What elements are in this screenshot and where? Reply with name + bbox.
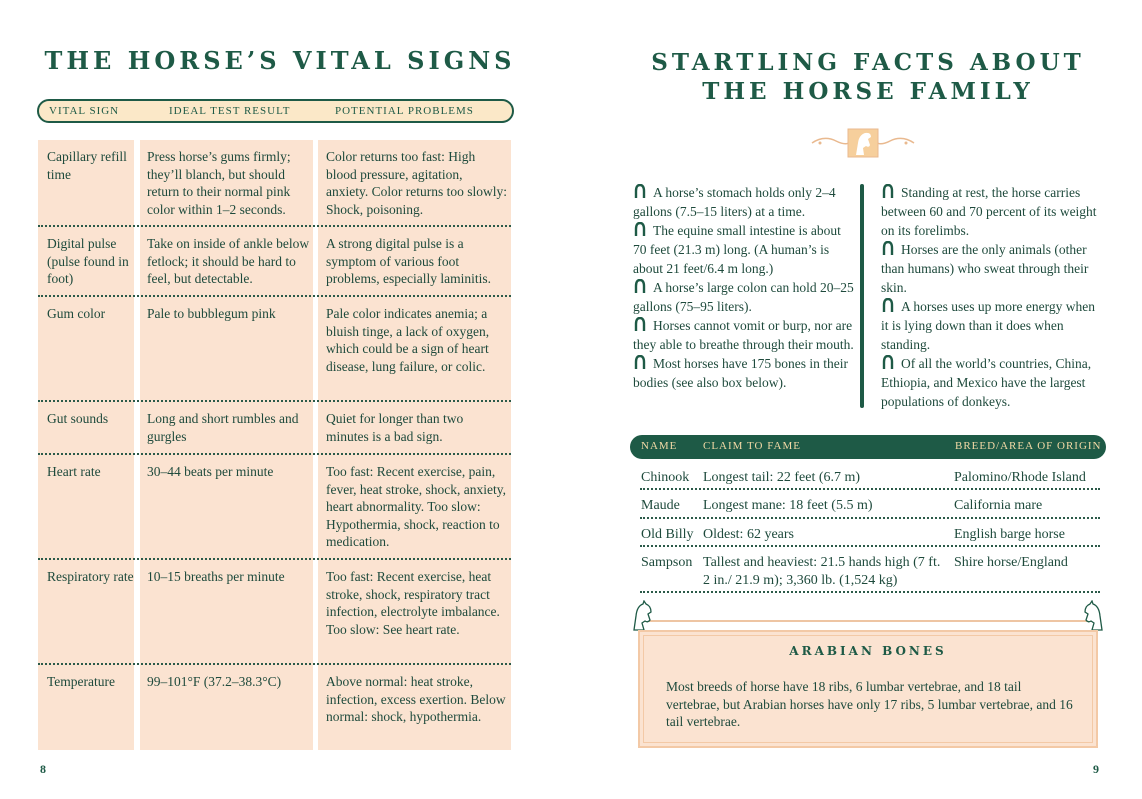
header-name: NAME (641, 440, 678, 452)
vital-sign-cell: Gum color (47, 306, 106, 321)
horseshoe-icon (633, 222, 647, 237)
arabian-bones-box (638, 630, 1098, 748)
horseshoe-icon (881, 241, 895, 256)
table-row (38, 402, 511, 455)
potential-problems-cell: A strong digital pulse is a symptom of various foot problems, especially laminitis. (326, 236, 491, 286)
facts-left-column (633, 183, 855, 392)
horse-head-icon (1082, 600, 1108, 632)
fact-item: Standing at rest, the horse carries between 60 and 70 percent of its weight on its forelimbs. (881, 185, 1097, 238)
horse-head-ornament-icon (810, 126, 916, 160)
table-row (38, 297, 511, 402)
table-row (38, 560, 511, 665)
fact-item: A horse’s large colon can hold 20–25 gallons (75–95 liters). (633, 280, 854, 314)
vital-sign-cell: Heart rate (47, 464, 101, 479)
ideal-result-cell: Long and short rumbles and gurgles (147, 411, 299, 444)
header-ideal-test-result: IDEAL TEST RESULT (169, 105, 291, 117)
ideal-result-cell: Take on inside of ankle below fetlock; it should be hard to feel, but detectable. (147, 236, 310, 286)
ideal-result-cell: 10–15 breaths per minute (147, 569, 285, 584)
horseshoe-icon (633, 355, 647, 370)
horse-name-cell: Old Billy (641, 527, 694, 542)
breed-origin-cell: English barge horse (954, 527, 1065, 542)
vital-sign-cell: Digital pulse (pulse found in foot) (47, 236, 129, 286)
box-text: Most breeds of horse have 18 ribs, 6 lumbar vertebrae, and 18 tail vertebrae, but Arabian horses have only 17 ribs, 5 lumbar vertebrae, and 16 tail vertebrae. (666, 679, 1073, 729)
header-potential-problems: POTENTIAL PROBLEMS (335, 105, 474, 117)
fact-item: Of all the world’s countries, China, Ethiopia, and Mexico have the largest populations of donkeys. (881, 356, 1092, 409)
claim-to-fame-cell: Oldest: 62 years (703, 527, 794, 542)
table-row (640, 547, 1100, 593)
vital-signs-table-header (37, 99, 514, 123)
potential-problems-cell: Pale color indicates anemia; a bluish tinge, a lack of oxygen, which could be a sign of heart disease, lung failure, or colic. (326, 306, 490, 374)
table-row (38, 227, 511, 297)
box-title: ARABIAN BONES (789, 644, 947, 658)
ideal-result-cell: Pale to bubblegum pink (147, 306, 276, 321)
fact-item: A horse’s stomach holds only 2–4 gallons (7.5–15 liters) at a time. (633, 185, 836, 219)
table-row (640, 519, 1100, 547)
ideal-result-cell: 30–44 beats per minute (147, 464, 274, 479)
potential-problems-cell: Quiet for longer than two minutes is a bad sign. (326, 411, 464, 444)
vital-sign-cell: Gut sounds (47, 411, 109, 426)
ideal-result-cell: Press horse’s gums firmly; they’ll blanch, but should return to their normal pink color within 1–2 seconds. (147, 149, 291, 217)
page-number-right: 9 (1093, 762, 1099, 776)
table-row (38, 140, 511, 227)
fact-item: The equine small intestine is about 70 feet (21.3 m) long. (A human’s is about 21 feet/6.4 m long.) (633, 223, 841, 276)
horseshoe-icon (633, 317, 647, 332)
claim-to-fame-cell: Longest tail: 22 feet (6.7 m) (703, 470, 861, 485)
potential-problems-cell: Too fast: Recent exercise, heat stroke, shock, respiratory tract infection, electrolyte imbalance. Too slow: See heart rate. (326, 569, 500, 637)
claim-to-fame-cell: Tallest and heaviest: 21.5 hands high (7 ft. 2 in./ 21.9 m); 3,360 lb. (1,524 kg) (703, 555, 941, 588)
ideal-result-cell: 99–101°F (37.2–38.3°C) (147, 674, 282, 689)
potential-problems-cell: Color returns too fast: High blood pressure, agitation, anxiety. Color returns too slowly: Shock, poisoning. (326, 149, 507, 217)
breed-origin-cell: California mare (954, 498, 1043, 513)
title-line-2: THE HORSE FAMILY (702, 78, 1034, 105)
table-row (38, 665, 511, 750)
box-top-rule (640, 620, 1096, 622)
header-claim-to-fame: CLAIM TO FAME (703, 440, 801, 452)
horse-name-cell: Chinook (641, 470, 690, 485)
header-breed-origin: BREED/AREA OF ORIGIN (955, 440, 1102, 452)
page-title-startling-facts (628, 48, 1108, 106)
page-title-vital-signs: THE HORSE’S VITAL SIGNS (44, 46, 516, 75)
breed-origin-cell: Palomino/Rhode Island (954, 470, 1086, 485)
fact-item: A horses uses up more energy when it is lying down than it does when standing. (881, 299, 1095, 352)
table-row (640, 462, 1100, 490)
title-line-1: STARTLING FACTS ABOUT (651, 49, 1085, 76)
breed-origin-cell: Shire horse/England (954, 555, 1068, 570)
table-row (38, 455, 511, 560)
page-number-left: 8 (40, 762, 46, 776)
horse-head-icon (628, 600, 654, 632)
horse-records-table-header (630, 435, 1106, 459)
horse-name-cell: Sampson (641, 555, 693, 570)
horseshoe-icon (633, 279, 647, 294)
claim-to-fame-cell: Longest mane: 18 feet (5.5 m) (703, 498, 873, 513)
horseshoe-icon (633, 184, 647, 199)
potential-problems-cell: Above normal: heat stroke, infection, excess exertion. Below normal: shock, hypothermia. (326, 674, 506, 724)
table-row (640, 490, 1100, 519)
horseshoe-icon (881, 184, 895, 199)
fact-item: Horses cannot vomit or burp, nor are they able to breathe through their mouth. (633, 318, 854, 352)
vital-sign-cell: Capillary refill time (47, 149, 127, 182)
facts-right-column (881, 183, 1103, 411)
vital-sign-cell: Temperature (47, 674, 116, 689)
horse-name-cell: Maude (641, 498, 680, 513)
fact-item: Horses are the only animals (other than humans) who sweat through their skin. (881, 242, 1089, 295)
potential-problems-cell: Too fast: Recent exercise, pain, fever, heat stroke, shock, anxiety, heart abnormality. Too slow: Hypothermia, shock, reaction to medication. (326, 464, 507, 549)
header-vital-sign: VITAL SIGN (49, 105, 120, 117)
facts-column-divider (860, 184, 864, 408)
horseshoe-icon (881, 298, 895, 313)
fact-item: Most horses have 175 bones in their bodies (see also box below). (633, 356, 848, 390)
vital-sign-cell: Respiratory rate (47, 569, 134, 584)
horseshoe-icon (881, 355, 895, 370)
